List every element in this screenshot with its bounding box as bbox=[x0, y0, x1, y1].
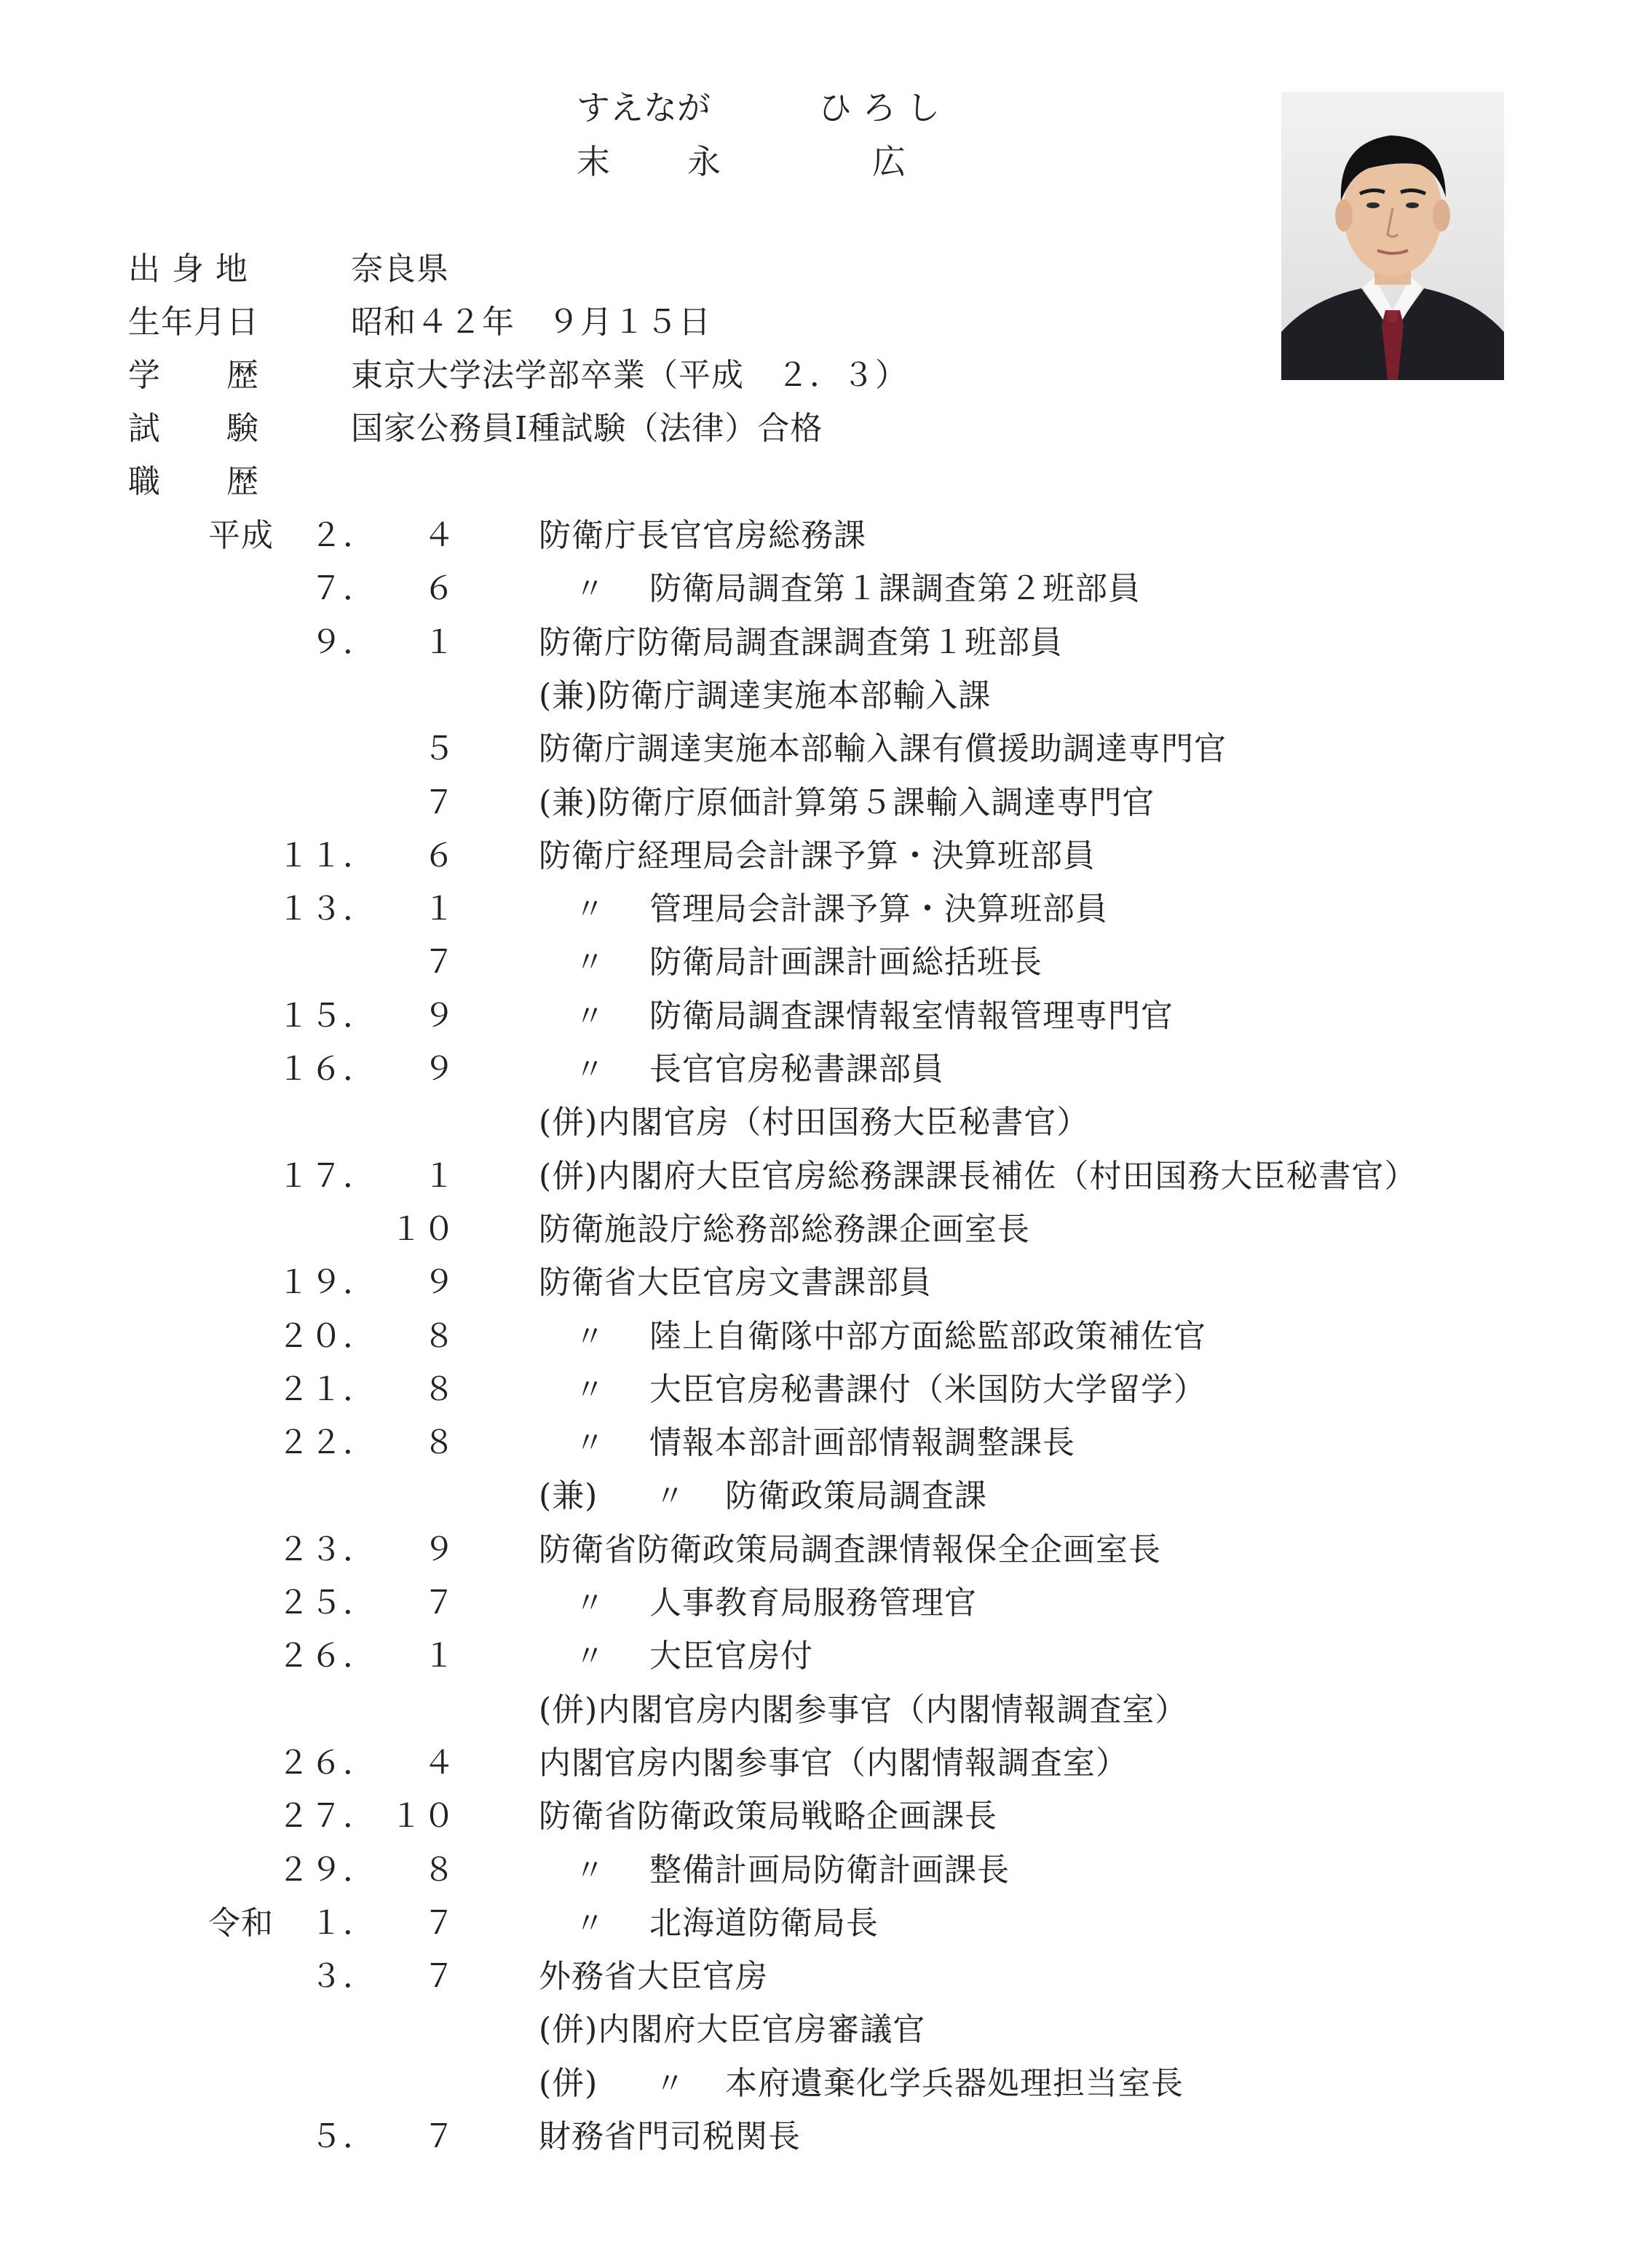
career-year: １． bbox=[310, 1905, 376, 1942]
profile-value-birthplace: 奈良県 bbox=[351, 250, 449, 288]
career-position: 管理局会計課予算・決算班部員 bbox=[649, 890, 1108, 928]
career-position: 防衛局調査課情報室情報管理専門官 bbox=[649, 997, 1174, 1035]
name-kanji-given: 広 bbox=[872, 142, 906, 181]
profile-label-education: 学 歴 bbox=[128, 357, 259, 394]
career-ditto-mark: 〃 bbox=[575, 1907, 604, 1940]
career-month: ９ bbox=[423, 1051, 456, 1088]
career-month: ７ bbox=[423, 944, 456, 981]
profile-value-exam: 国家公務員Ⅰ種試験（法律）合格 bbox=[351, 410, 823, 447]
career-month: ４ bbox=[423, 517, 456, 554]
profile-label-birthplace: 出 身 地 bbox=[128, 250, 248, 288]
career-month: ８ bbox=[423, 1424, 456, 1461]
career-year: ２５． bbox=[277, 1584, 376, 1621]
career-position: 北海道防衛局長 bbox=[649, 1905, 879, 1942]
career-position: 防衛省防衛政策局調査課情報保全企画室長 bbox=[539, 1531, 1161, 1568]
career-month: ８ bbox=[423, 1318, 456, 1355]
career-month: １ bbox=[423, 624, 456, 661]
career-month: ７ bbox=[423, 2118, 456, 2155]
career-month: ７ bbox=[423, 1905, 456, 1942]
career-year: ２６． bbox=[277, 1745, 376, 1782]
profile-label-birthdate: 生年月日 bbox=[128, 304, 259, 341]
career-position: 財務省門司税関長 bbox=[539, 2118, 801, 2155]
career-position: 長官官房秘書課部員 bbox=[649, 1051, 944, 1088]
career-prefix: (併) bbox=[539, 2065, 598, 2102]
career-year: ２９． bbox=[277, 1852, 376, 1889]
career-ditto-mark: 〃 bbox=[575, 572, 604, 606]
career-position: 内閣官房内閣参事官（内閣情報調査室） bbox=[539, 1745, 1128, 1782]
career-year: １９． bbox=[277, 1264, 376, 1301]
career-year: ２１． bbox=[277, 1371, 376, 1408]
career-year: ２３． bbox=[277, 1531, 376, 1568]
career-ditto-mark: 〃 bbox=[575, 1587, 604, 1620]
career-era: 令和 bbox=[208, 1905, 274, 1942]
career-position: 防衛局計画課計画総括班長 bbox=[649, 944, 1043, 981]
career-position: 防衛庁防衛局調査課調査第１班部員 bbox=[539, 624, 1063, 661]
career-month: ８ bbox=[423, 1852, 456, 1889]
career-year: ２６． bbox=[277, 1637, 376, 1675]
name-kanji-family-2: 永 bbox=[687, 142, 721, 181]
career-position: 防衛庁長官官房総務課 bbox=[539, 517, 866, 554]
career-position: 整備計画局防衛計画課長 bbox=[649, 1852, 1010, 1889]
career-position: 防衛省大臣官房文書課部員 bbox=[539, 1264, 932, 1301]
career-ditto-mark: 〃 bbox=[575, 893, 604, 926]
career-month: ６ bbox=[423, 837, 456, 874]
career-ditto-mark: 〃 bbox=[655, 2067, 684, 2101]
career-prefix: (兼) bbox=[539, 1477, 598, 1514]
name-kana-given: ひ ろ し bbox=[818, 88, 941, 127]
career-year: ２２． bbox=[277, 1424, 376, 1461]
profile-value-birthdate: 昭和４２年 ９月１５日 bbox=[351, 304, 711, 341]
career-month: ４ bbox=[423, 1745, 456, 1782]
career-year: ５． bbox=[310, 2118, 376, 2155]
career-position: 情報本部計画部情報調整課長 bbox=[649, 1424, 1075, 1461]
career-month: ７ bbox=[423, 784, 456, 821]
career-month: ９ bbox=[423, 997, 456, 1035]
career-year: ３． bbox=[310, 1958, 376, 1995]
name-kana-family: すえなが bbox=[577, 88, 711, 127]
career-month: １ bbox=[423, 1637, 456, 1675]
career-era: 平成 bbox=[208, 517, 274, 554]
career-position: (兼)防衛庁調達実施本部輸入課 bbox=[539, 677, 992, 714]
career-position: (併)内閣府大臣官房総務課課長補佐（村田国務大臣秘書官） bbox=[539, 1158, 1417, 1195]
career-month: １ bbox=[423, 1158, 456, 1195]
career-year: １７． bbox=[277, 1158, 376, 1195]
career-position: 人事教育局服務管理官 bbox=[649, 1584, 977, 1621]
career-position: (併)内閣官房（村田国務大臣秘書官） bbox=[539, 1104, 1090, 1141]
career-year: ７． bbox=[310, 570, 376, 607]
career-position: 防衛庁経理局会計課予算・決算班部員 bbox=[539, 837, 1096, 874]
career-year: ２０． bbox=[277, 1318, 376, 1355]
career-ditto-mark: 〃 bbox=[655, 1479, 684, 1513]
career-position: 防衛庁調達実施本部輸入課有償援助調達専門官 bbox=[539, 730, 1227, 767]
career-month: ８ bbox=[423, 1371, 456, 1408]
profile-value-education: 東京大学法学部卒業（平成 ２．３） bbox=[351, 357, 908, 394]
career-month: １０ bbox=[390, 1798, 456, 1835]
career-position: 本府遺棄化学兵器処理担当室長 bbox=[725, 2065, 1184, 2102]
career-ditto-mark: 〃 bbox=[575, 1320, 604, 1354]
career-month: １ bbox=[423, 890, 456, 928]
career-month: ９ bbox=[423, 1531, 456, 1568]
career-month: ９ bbox=[423, 1264, 456, 1301]
career-year: １１． bbox=[277, 837, 376, 874]
career-month: １０ bbox=[390, 1211, 456, 1248]
career-position: (併)内閣官房内閣参事官（内閣情報調査室） bbox=[539, 1691, 1188, 1728]
career-position: 防衛局調査第１課調査第２班部員 bbox=[649, 570, 1141, 607]
profile-label-exam: 試 験 bbox=[128, 410, 259, 447]
profile-label-career: 職 歴 bbox=[128, 463, 259, 500]
career-year: ２７． bbox=[277, 1798, 376, 1835]
career-ditto-mark: 〃 bbox=[575, 1640, 604, 1673]
career-ditto-mark: 〃 bbox=[575, 1426, 604, 1460]
portrait-photo bbox=[1281, 92, 1504, 380]
career-position: 防衛政策局調査課 bbox=[725, 1477, 987, 1514]
career-position: 防衛施設庁総務部総務課企画室長 bbox=[539, 1211, 1030, 1248]
career-position: 防衛省防衛政策局戦略企画課長 bbox=[539, 1798, 997, 1835]
career-position: 大臣官房秘書課付（米国防大学留学） bbox=[649, 1371, 1206, 1408]
career-month: ６ bbox=[423, 570, 456, 607]
career-month: ７ bbox=[423, 1958, 456, 1995]
career-ditto-mark: 〃 bbox=[575, 1373, 604, 1407]
career-month: ７ bbox=[423, 1584, 456, 1621]
career-ditto-mark: 〃 bbox=[575, 946, 604, 979]
name-kanji-family-1: 末 bbox=[577, 142, 610, 181]
career-position: (兼)防衛庁原価計算第５課輸入調達専門官 bbox=[539, 784, 1155, 821]
career-position: 陸上自衛隊中部方面総監部政策補佐官 bbox=[649, 1318, 1206, 1355]
career-year: １５． bbox=[277, 997, 376, 1035]
career-year: ２． bbox=[310, 517, 376, 554]
career-year: １６． bbox=[277, 1051, 376, 1088]
career-position: (併)内閣府大臣官房審議官 bbox=[539, 2011, 926, 2048]
career-ditto-mark: 〃 bbox=[575, 1053, 604, 1086]
career-position: 大臣官房付 bbox=[649, 1637, 813, 1675]
career-year: １３． bbox=[277, 890, 376, 928]
career-year: ９． bbox=[310, 624, 376, 661]
career-ditto-mark: 〃 bbox=[575, 1854, 604, 1887]
career-position: 外務省大臣官房 bbox=[539, 1958, 768, 1995]
career-month: ５ bbox=[423, 730, 456, 767]
career-ditto-mark: 〃 bbox=[575, 1000, 604, 1033]
